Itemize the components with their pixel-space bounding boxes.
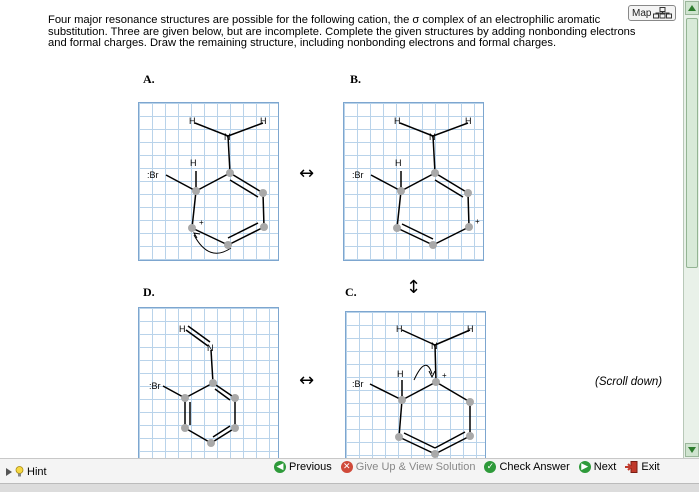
arrow-down-icon (688, 447, 696, 453)
atom-h: H (395, 158, 402, 168)
scroll-up-button[interactable] (685, 1, 699, 15)
next-button[interactable] (579, 461, 617, 473)
structure-c-canvas[interactable] (345, 311, 486, 458)
atom-br: :Br (352, 379, 364, 389)
scroll-hint: (Scroll down) (595, 376, 663, 388)
hint-label: Hint (27, 466, 47, 478)
atom-br: :Br (149, 381, 161, 391)
atom-n: N (207, 343, 214, 353)
atom-h: H (189, 116, 196, 126)
atom-h: H (467, 324, 474, 334)
scroll-down-button[interactable] (685, 443, 699, 457)
atom-nodes (188, 169, 268, 249)
scroll-thumb[interactable] (686, 18, 698, 268)
atom-h: H (397, 369, 404, 379)
next-icon: ▶ (579, 461, 591, 473)
atom-h: H (260, 116, 267, 126)
atom-n: N (224, 132, 231, 142)
structure-d-molecule (139, 308, 278, 458)
vertical-scrollbar[interactable] (683, 0, 699, 458)
checkmark-icon: ✓ (484, 461, 496, 473)
exit-icon (625, 461, 638, 473)
structure-a-canvas[interactable] (138, 102, 279, 261)
formal-charge: + (199, 218, 204, 227)
formal-charge: + (475, 217, 480, 226)
atom-h: H (394, 116, 401, 126)
structure-a-molecule (139, 103, 278, 260)
x-circle-icon: ✕ (341, 461, 353, 473)
give-up-label: Give Up & View Solution (355, 460, 476, 473)
map-button[interactable] (628, 5, 676, 21)
exit-button[interactable] (625, 461, 659, 473)
check-answer-button[interactable] (484, 461, 569, 473)
navigation-bar (274, 458, 660, 475)
atom-br: :Br (352, 170, 364, 180)
atom-h: H (396, 324, 403, 334)
resonance-arrow-ab: ↔ (299, 163, 315, 184)
previous-icon: ◀ (274, 461, 286, 473)
previous-label: Previous (289, 460, 332, 473)
atom-n: N (431, 341, 438, 351)
atom-h: H (465, 116, 472, 126)
hint-button[interactable] (6, 466, 47, 478)
map-label: Map (632, 7, 652, 19)
question-text: Four major resonance structures are possible for the following cation, the σ complex of an electrophilic aromatic substitution. Three are given below, but are incomplete. Complete the given structures by adding nonbonding electrons and formal charges. Draw the remaining structure, including nonbonding electrons and formal charges. (48, 14, 636, 49)
give-up-button[interactable] (341, 461, 476, 473)
structure-b-canvas[interactable] (343, 102, 484, 261)
structure-b-label: B. (350, 72, 362, 86)
structure-d-label: D. (143, 285, 155, 299)
atom-h: H (179, 324, 186, 334)
next-label: Next (593, 460, 617, 473)
exit-label: Exit (641, 460, 660, 473)
structure-a-label: A. (143, 72, 155, 86)
map-icon (653, 7, 673, 19)
structure-b-molecule (344, 103, 483, 260)
arrow-up-icon (688, 5, 696, 11)
resonance-arrow-bc: ↕ (406, 277, 422, 298)
expand-arrow-icon (6, 468, 12, 476)
structure-d-canvas[interactable] (138, 307, 279, 458)
structure-c-molecule (346, 312, 485, 458)
resonance-arrow-dc: ↔ (299, 370, 315, 391)
previous-button[interactable] (274, 461, 332, 473)
check-answer-label: Check Answer (499, 460, 570, 473)
atom-h: H (190, 158, 197, 168)
lightbulb-icon (15, 466, 24, 478)
atom-n: N (429, 132, 436, 142)
formal-charge: + (442, 371, 447, 380)
atom-br: :Br (147, 170, 159, 180)
structure-c-label: C. (345, 285, 357, 299)
